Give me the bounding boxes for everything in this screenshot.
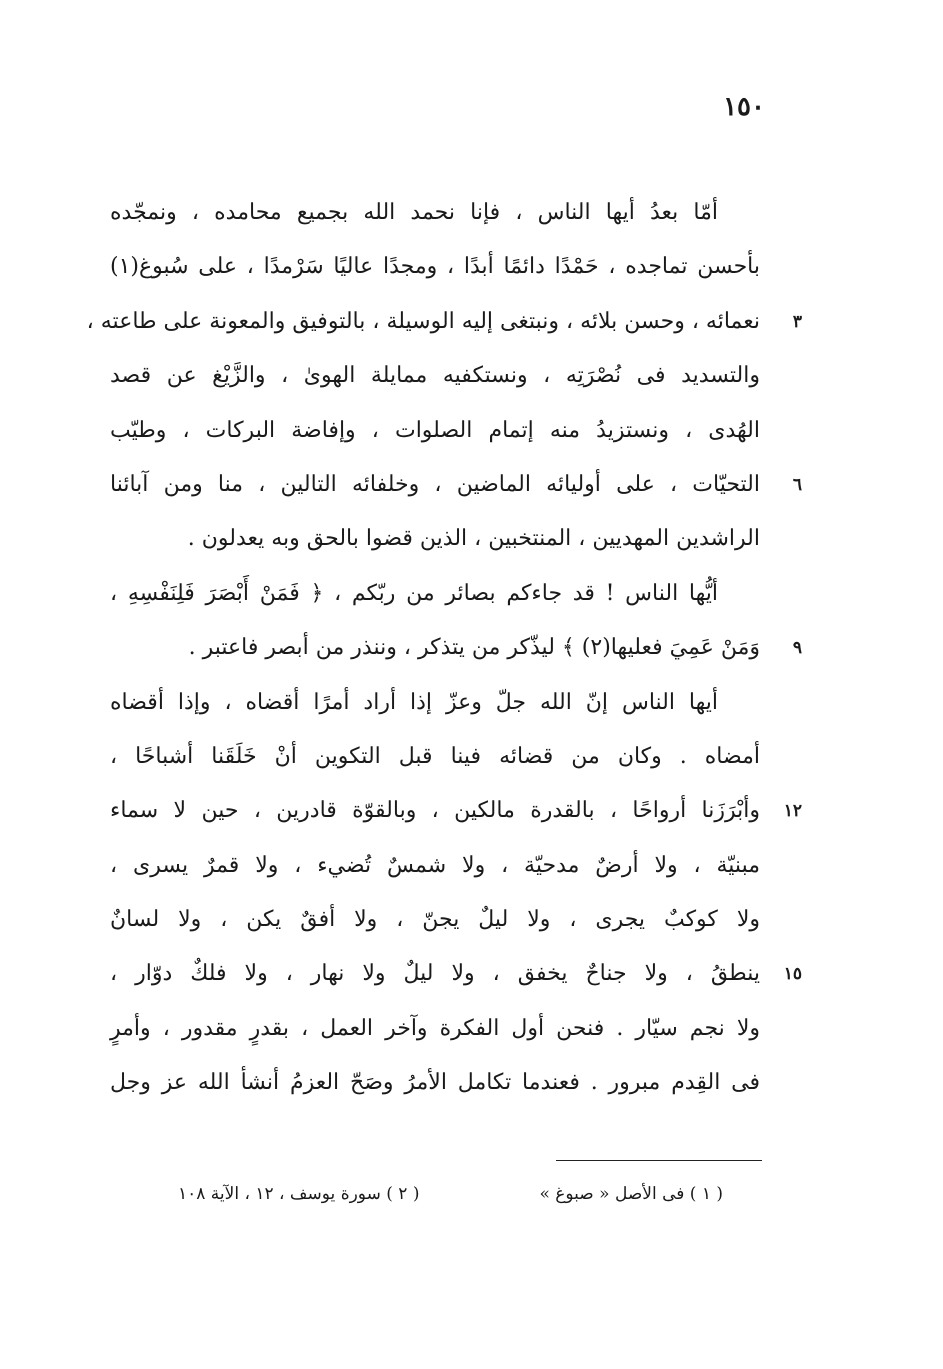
text-line — [110, 947, 802, 1001]
text-line-content: أمّا بعدُ أيها الناس ، فإنا نحمد الله بجميع محامده ، ونمجّده — [110, 200, 718, 225]
text-line-content: وأبْرَزَنا أرواحًا ، بالقدرة مالكين ، وبالقوّة قادرين ، حين لا سماء — [110, 798, 760, 824]
text-line — [110, 893, 760, 947]
page-number: ١٥٠ — [723, 92, 765, 122]
text-line — [110, 349, 760, 403]
body-text — [86, 186, 802, 1111]
line-number: ٩ — [792, 638, 802, 659]
text-line — [110, 784, 802, 838]
text-line-content: أيها الناس إنّ الله جلّ وعزّ إذا أراد أمرًا أقضاه ، وإذا أقضاه — [110, 689, 718, 715]
footnote-2: ( ٢ ) سورة يوسف ، ١٢ ، الآية ١٠٨ — [178, 1184, 420, 1204]
text-line — [110, 512, 760, 566]
text-line — [110, 676, 760, 730]
text-line-content: بأحسن تماجده ، حَمْدًا دائمًا أبدًا ، ومجدًا عاليًا سَرْمدًا ، على سُبوغ(١) — [110, 254, 760, 280]
footnote-separator — [556, 1160, 762, 1161]
line-number: ١٢ — [783, 801, 802, 822]
text-line-content: والتسديد فى نُصْرَتِه ، ونستكفيه ممايلة الهوىٰ ، والزَّيْغ عن قصد — [110, 363, 760, 389]
text-line-content: نعمائه ، وحسن بلائه ، ونبتغى إليه الوسيلة ، بالتوفيق والمعونة على طاعته ، — [86, 308, 760, 334]
text-line-content: مبنيّة ، ولا أرضٌ مدحيّة ، ولا شمسٌ تُضيء ، ولا قمرٌ يسرى ، — [110, 852, 760, 878]
text-line — [110, 621, 802, 675]
text-line — [86, 295, 802, 349]
line-number: ٦ — [792, 474, 802, 495]
text-line-content: ينطقُ ، ولا جناحٌ يخفق ، ولا ليلٌ ولا نهار ، ولا فلكٌ دوّار ، — [110, 961, 760, 987]
text-line — [110, 458, 802, 512]
line-number: ١٥ — [783, 964, 802, 985]
text-line — [110, 839, 760, 893]
text-line-content: الراشدين المهديين ، المنتخبين ، الذين قضوا بالحق وبه يعدلون . — [187, 526, 760, 552]
text-line-content: فى القِدم مبرور . فعندما تكامل الأمرُ وصَحّ العزمُ أنشأ الله عز وجل — [110, 1070, 760, 1096]
text-line-content: أيُّها الناس ! قد جاءكم بصائر من ربّكم ، ﴿ فَمَنْ أَبْصَرَ فَلِنَفْسِهِ ، — [110, 580, 718, 606]
text-line-content: ولا كوكبٌ يجرى ، ولا ليلٌ يجنّ ، ولا أفقٌ يكن ، ولا لسانٌ — [110, 907, 760, 933]
line-number: ٣ — [792, 311, 802, 332]
text-line-content: وَمَنْ عَمِيَ فعليها(٢) ﴾ ليذّكر من يتذكر ، وننذر من أبصر فاعتبر . — [188, 635, 760, 661]
text-line-content: التحيّات ، على أوليائه الماضين ، وخلفائه التالين ، منا ومن آبائنا — [110, 471, 760, 497]
text-line-content: ولا نجم سيّار . فنحن أول الفكرة وآخر العمل ، بقدرٍ مقدور ، وأمرٍ — [110, 1015, 760, 1041]
text-line — [110, 1002, 760, 1056]
text-line — [110, 404, 760, 458]
text-line — [110, 186, 760, 240]
text-line — [110, 567, 760, 621]
footnote-1: ( ١ ) فى الأصل « صبوغ » — [539, 1184, 723, 1204]
text-line — [110, 1056, 760, 1110]
text-line-content: الهُدى ، ونستزيدُ منه إتمام الصلوات ، وإفاضة البركات ، وطيّب — [110, 417, 760, 443]
text-line — [110, 730, 760, 784]
text-line — [110, 240, 760, 294]
text-line-content: أمضاه . وكان من قضائه فينا قبل التكوين أنْ خَلَقَنا أشباحًا ، — [110, 743, 760, 769]
footnotes — [178, 1184, 723, 1204]
